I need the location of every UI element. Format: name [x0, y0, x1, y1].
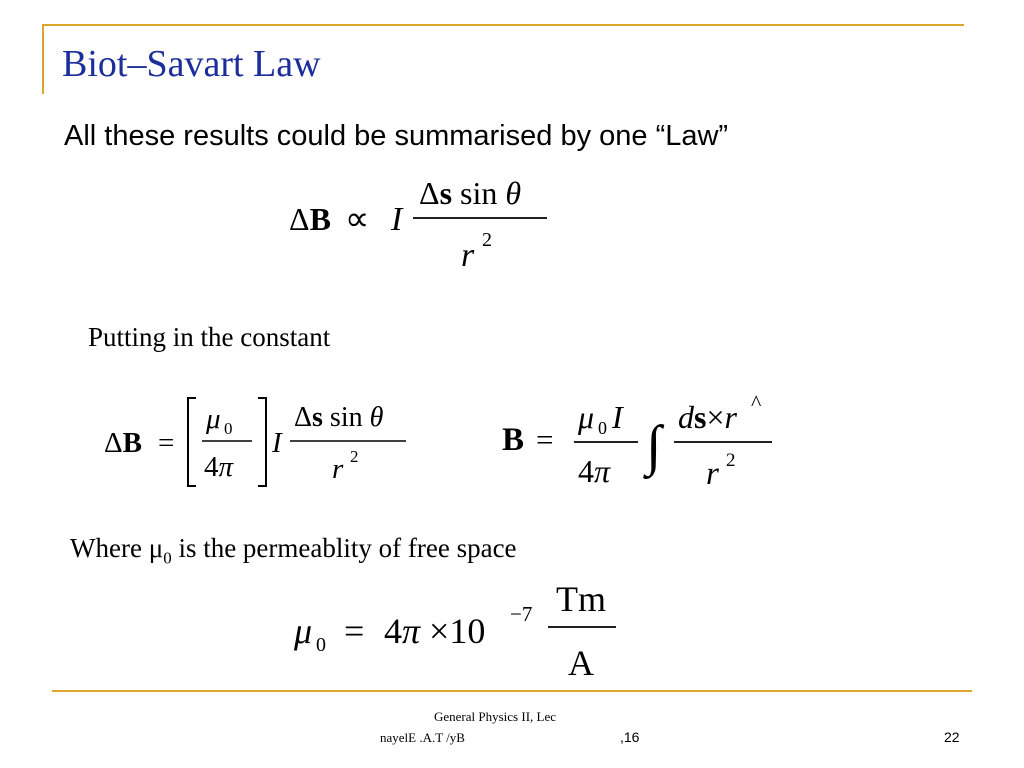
svg-text:2: 2 — [726, 450, 736, 471]
svg-text:Tm: Tm — [556, 579, 606, 619]
svg-text:r: r — [706, 456, 719, 492]
equation-biot-savart-integral — [498, 390, 788, 500]
svg-text:=: = — [536, 422, 554, 457]
mu-symbol: μ — [148, 533, 164, 563]
slide-number: 22 — [944, 729, 960, 745]
slide-title: Biot–Savart Law — [62, 43, 321, 85]
svg-text:ΔB: ΔB — [289, 201, 331, 237]
svg-text:ΔB: ΔB — [104, 427, 142, 459]
svg-text:μ: μ — [578, 399, 595, 435]
svg-text:=: = — [344, 611, 365, 651]
footer-date: ,16 — [620, 729, 640, 745]
svg-text:μ: μ — [206, 403, 221, 435]
svg-text:Δs sin θ: Δs sin θ — [294, 402, 384, 433]
svg-text:r: r — [332, 453, 344, 485]
equation-proportionality — [285, 168, 560, 278]
svg-text:I: I — [272, 427, 282, 459]
putting-constant-caption: Putting in the constant — [88, 322, 331, 352]
svg-text:B: B — [502, 422, 525, 458]
where-mu-caption — [70, 533, 517, 568]
svg-text:4π: 4π — [578, 453, 611, 489]
svg-text:0: 0 — [598, 418, 607, 438]
where-caption-prefix: Where — [70, 533, 149, 563]
mu-subscript: 0 — [163, 548, 172, 568]
svg-text:r: r — [461, 237, 475, 274]
footer-author: nayelE .A.T /yB — [380, 730, 465, 745]
svg-text:4π: 4π — [204, 451, 234, 483]
svg-text:ds×r: ds×r — [678, 399, 737, 435]
footer-course: General Physics II, Lec — [434, 709, 557, 724]
svg-text:A: A — [568, 643, 594, 683]
equation-delta-b — [100, 388, 420, 498]
svg-text:μ: μ — [294, 611, 313, 651]
left-accent-rule — [42, 24, 44, 94]
svg-text:I: I — [391, 201, 403, 238]
top-accent-rule — [42, 24, 964, 26]
where-caption-suffix: is the permeablity of free space — [171, 533, 517, 563]
svg-text:2: 2 — [482, 229, 492, 251]
svg-text:∫: ∫ — [646, 415, 662, 477]
svg-text:0: 0 — [224, 419, 233, 438]
equation-mu-zero-value — [290, 575, 630, 685]
svg-text:I: I — [612, 399, 623, 435]
svg-text:0: 0 — [316, 634, 326, 656]
svg-text:Δs sin θ: Δs sin θ — [419, 175, 522, 211]
svg-text:−7: −7 — [510, 602, 533, 626]
svg-text:^: ^ — [751, 390, 762, 415]
lead-text: All these results could be summarised by one “Law” — [64, 120, 729, 152]
footer-accent-rule — [52, 690, 972, 692]
svg-text:4π ×10: 4π ×10 — [384, 611, 486, 651]
svg-text:=: = — [158, 427, 175, 459]
svg-text:2: 2 — [350, 447, 359, 466]
svg-text:∝: ∝ — [345, 201, 370, 238]
